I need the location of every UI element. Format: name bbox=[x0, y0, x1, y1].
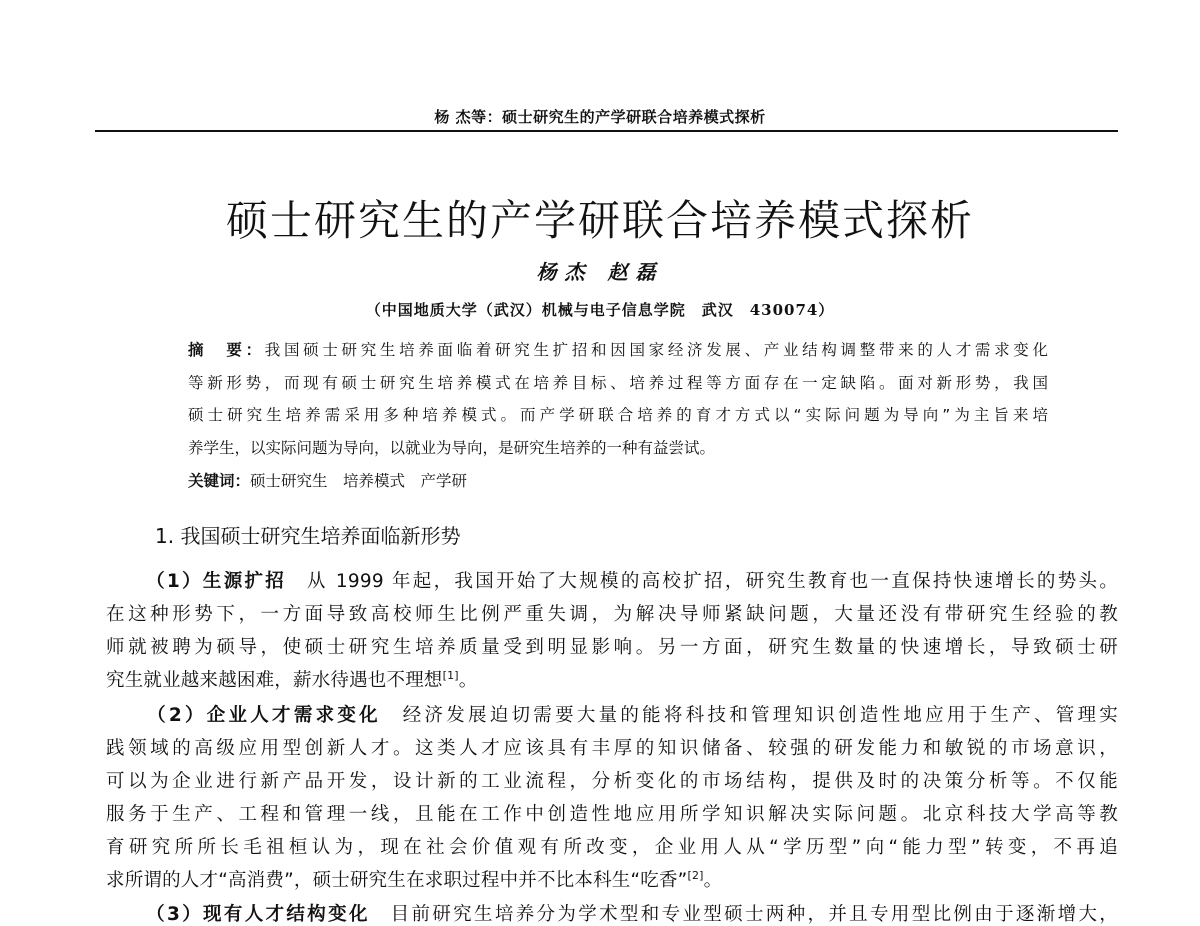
para2-lead: （2）企业人才需求变化 bbox=[144, 705, 381, 726]
authors: 杨杰 赵磊 bbox=[536, 260, 664, 284]
abstract-line-3: 硕士研究生培养需采用多种培养模式。而产学研联合培养的育才方式以“实际问题为导向”为主旨来培 bbox=[188, 406, 1048, 424]
abstract-line-4: 养学生，以实际问题为导向，以就业为导向，是研究生培养的一种有益尝试。 bbox=[188, 439, 716, 457]
running-head: 杨 杰等：硕士研究生的产学研联合培养模式探析 bbox=[434, 108, 766, 126]
affiliation: （中国地质大学（武汉）机械与电子信息学院 武汉 430074） bbox=[365, 301, 835, 319]
para2-line-3: 可以为企业进行新产品开发，设计新的工业流程，分析变化的市场结构，提供及时的决策分析等。不仅能 bbox=[106, 771, 1118, 792]
para1-line-3: 师就被聘为硕导，使硕士研究生培养质量受到明显影响。另一方面，研究生数量的快速增长，导致硕士研 bbox=[106, 637, 1118, 658]
section-heading-1: 1. 我国硕士研究生培养面临新形势 bbox=[155, 524, 461, 548]
header-rule bbox=[95, 130, 1118, 132]
para2-line-5: 育研究所所长毛祖桓认为，现在社会价值观有所改变，企业用人从“学历型”向“能力型”转变，不再追 bbox=[106, 837, 1118, 858]
para2-line-4: 服务于生产、工程和管理一线，且能在工作中创造性地应用所学知识解决实际问题。北京科技大学高等教 bbox=[106, 804, 1118, 825]
abstract-line-2: 等新形势，而现有硕士研究生培养模式在培养目标、培养过程等方面存在一定缺陷。面对新形势，我国 bbox=[188, 374, 1048, 392]
para2-line-2: 践领域的高级应用型创新人才。这类人才应该具有丰厚的知识储备、较强的研发能力和敏锐的市场意识， bbox=[106, 738, 1118, 759]
para1-line-4: 究生就业越来越困难，薪水待遇也不理想[1]。 bbox=[106, 668, 478, 691]
para1-line-2: 在这种形势下，一方面导致高校师生比例严重失调，为解决导师紧缺问题，大量还没有带研究生经验的教 bbox=[106, 604, 1118, 625]
para2-line-1: （2）企业人才需求变化 经济发展迫切需要大量的能将科技和管理知识创造性地应用于生产、管理实 bbox=[144, 705, 1119, 726]
abstract-label: 摘 要： bbox=[188, 341, 265, 359]
para2-line-6: 求所谓的人才“高消费”，硕士研究生在求职过程中并不比本科生“吃香”[2]。 bbox=[106, 868, 723, 891]
para3-line-1: （3）现有人才结构变化 目前研究生培养分为学术型和专业型硕士两种，并且专用型比例由于逐渐增大， bbox=[144, 904, 1118, 925]
citation-1: [1] bbox=[442, 668, 459, 682]
para3-lead: （3）现有人才结构变化 bbox=[144, 904, 370, 925]
keywords-items: 硕士研究生 培养模式 产学研 bbox=[250, 472, 468, 490]
citation-2: [2] bbox=[687, 868, 704, 882]
para1-line-1: （1）生源扩招 从 1999 年起，我国开始了大规模的高校扩招，研究生教育也一直保持快速增长的势头。 bbox=[144, 571, 1119, 592]
keywords bbox=[188, 469, 467, 491]
abstract-line-1: 摘 要：我国硕士研究生培养面临着研究生扩招和因国家经济发展、产业结构调整带来的人才需求变化 bbox=[188, 341, 1048, 359]
paper-title: 硕士研究生的产学研联合培养模式探析 bbox=[225, 196, 974, 245]
para1-lead: （1）生源扩招 bbox=[144, 571, 287, 592]
keywords-label: 关键词： bbox=[188, 472, 251, 490]
